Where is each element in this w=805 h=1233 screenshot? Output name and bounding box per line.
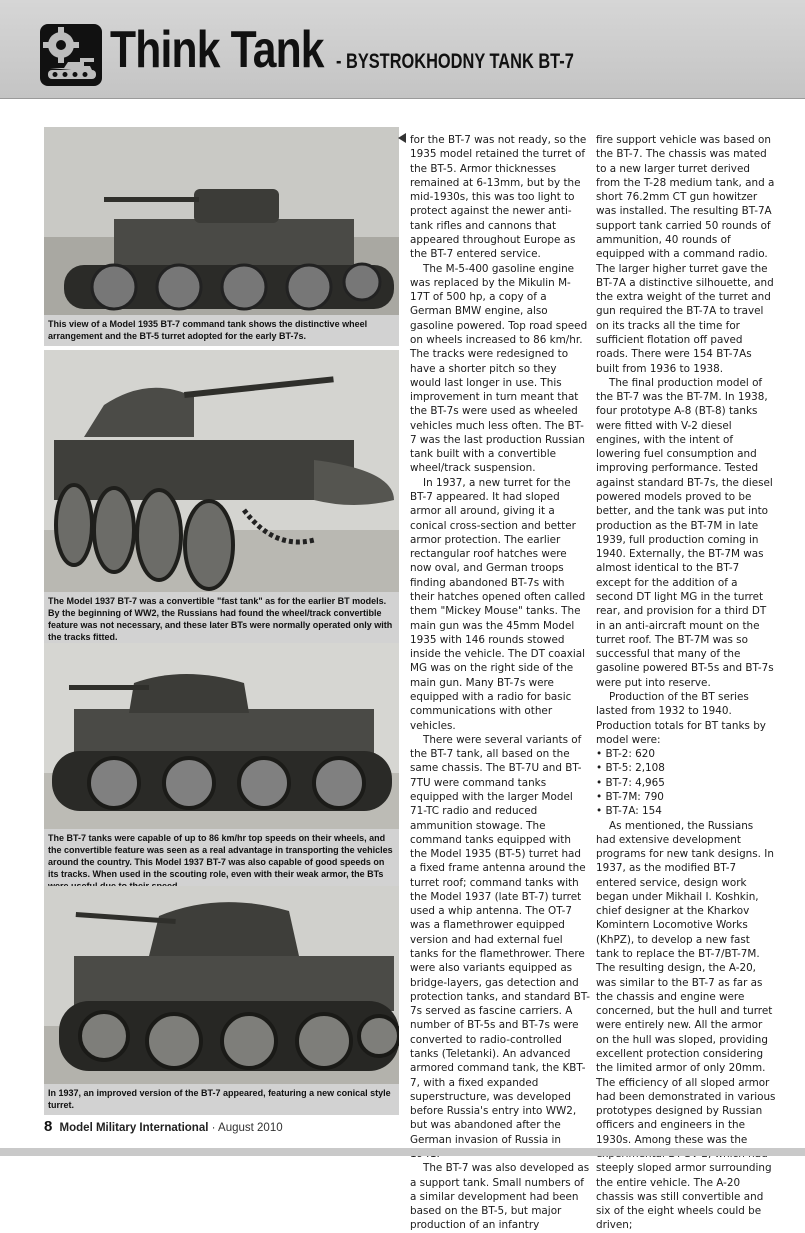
page-subtitle: - BYSTROKHODNY TANK BT-7 [336,50,574,73]
photo-caption-2: The Model 1937 BT-7 was a convertible "fast tank" as for the earlier BT models. By the beginning of WW2, the Russians had found the wheel/track convertible feature was not necessary, and these later BTs were normally operated only with the tracks fitted. [44,592,399,647]
paragraph: Production of the BT series lasted from 1932 to 1940. Production totals for BT tanks by model were: [596,690,766,746]
paragraph: The M-5-400 gasoline engine was replaced by the Mikulin M-17T of 500 hp, a copy of a German BMW engine, also gasoline powered. Top road speed on wheels increased to 86 km/hr. The tracks were redesigned to have a shorter pitch so they would last longer in use. This improvement in turn meant that the BT-7s were used as wheeled vehicles much less often. The BT-7 was the last production Russian tank built with a convertible wheel/track suspension. [410,262,588,475]
magazine-name: Model Military International [59,1122,209,1134]
list-item: • BT-7M: 790 [596,790,776,804]
gear-tank-logo-icon [40,24,102,86]
paragraph: The BT-7 was also developed as a support tank. Small numbers of a similar development had been based on the BT-5, but major production of an infantry [410,1162,590,1232]
page-number: 8 [44,1118,53,1135]
tank-photo-2 [44,350,399,592]
page-header [0,0,805,99]
photo-caption-3: The BT-7 tanks were capable of up to 86 km/hr top speeds on their wheels, and the convertible feature was seen as a real advantage in transporting the vehicles around the country. This Model 1937 BT-7 was also capable of good speeds on its tracks. When used in the scouting role, even with their weak armor, the BTs [44,829,399,896]
bottom-bar [0,1148,805,1156]
paragraph: As mentioned, the Russians had extensive development programs for new tank designs. In 1937, as the modified BT-7 entered service, design work began under Mikhail I. Koshkin, chief designer at the Kharkov Komintern Locomotive Works (KhPZ), to develop a new fast tank to replace the BT-7/BT-7M. The resulting design, the A-20, was similar to the BT-7 as far as the chassis and engine were concerned, but the hull and turret were entirely new. All the armor on the hull was sloped, providing excellent protection considering the limited armor of only 20mm. The efficiency of all sloped armor had been demonstrated in various prototypes designed by Russian officers and engineers in the 1930s. Among these was the steeply sloped armor surrounding the entire vehicle. The A-20 chassis was still convertible and six of the eight wheels could be driven; [596,819,776,1232]
tank-photo-1 [44,127,399,315]
page-footer [44,1118,283,1135]
photo-block-1 [44,127,399,346]
photo-block-2 [44,350,399,647]
photo-block-4 [44,886,399,1115]
text-column-1 [410,133,590,1233]
production-list [596,747,776,818]
list-item: • BT-2: 620 [596,747,776,761]
issue-date: · August 2010 [211,1122,283,1134]
photo-caption-4: In 1937, an improved version of the BT-7 appeared, featuring a new conical style turret. [44,1084,399,1115]
tank-photo-3 [44,643,399,829]
paragraph: for the BT-7 was not ready, so the 1935 model retained the turret of the BT-5. Armor thicknesses remained at 6-13mm, but by the mid-1930s, this was too light to protect against the newer anti-tank rifles and cannons that appeared throughout Europe as the BT-7 entered service. [410,134,587,261]
paragraph: fire support vehicle was based on the BT-7. The chassis was mated to a new larger turret derived from the T-28 medium tank, and a short 76.2mm CT gun howitzer was installed. The resulting BT-7A support tank carried 50 rounds of ammunition, 40 rounds of equipped with a command radio. The larger higher turret gave the BT-7A a distinctive silhouette, and the extra weight of the turret and gun required the BT-7A to travel on its tracks all the time for sufficient flotation off paved roads. There were 154 BT-7As built from 1936 to 1938. [596,134,775,375]
tank-photo-4 [44,886,399,1084]
paragraph: The final production model of the BT-7 was the BT-7M. In 1938, four prototype A-8 (BT-8) tanks were fitted with V-2 diesel engines, with the intent of lowering fuel consumption and improving performance. Tested against standard BT-7s, the diesel powered models proved to be better, and the tank was put into production as the BT-7M in late 1939, full production coming in 1940. Externally, the BT-7M was almost identical to the BT-7 except for the addition of a second DT light MG in the turret rear, and provision for a third DT in an anti-aircraft mount on the turret roof. The BT-7M was so successful that many of the gasoline powered BT-5s and BT-7s were put into reserve. [596,376,774,689]
paragraph: In 1937, a new turret for the BT-7 appeared. It had sloped armor all around, giving it a conical cross-section and better armor protection. The earlier rectangular roof hatches were now oval, and German troops finding abandoned BT-7s with their hatches opened often called them "Mickey Mouse" tanks. The main gun was the 45mm Model 1935 with 146 rounds stowed inside the vehicle. The DT coaxial MG was on the right side of the main gun. Many BT-7s were equipped with a radio for basic communications with other vehicles. [410,476,586,732]
list-item: • BT-5: 2,108 [596,761,776,775]
photo-block-3 [44,643,399,896]
page-title: Think Tank [110,21,324,79]
list-item: • BT-7A: 154 [596,804,776,818]
photo-caption-1: This view of a Model 1935 BT-7 command tank shows the distinctive wheel arrangement and the BT-5 turret adopted for the early BT-7s. [44,315,399,346]
continued-arrow-icon [398,133,406,143]
paragraph: There were several variants of the BT-7 tank, all based on the same chassis. The BT-7U and BT-7TU were command tanks equipped with the larger Model 71-TC radio and reduced ammunition stowage. The command tanks equipped with the Model 1935 (BT-5) turret had a fixed frame antenna around the turret roof; command tanks with the Model 1937 (late BT-7) turret used a whip antenna. The OT-7 was a flamethrower equipped version and had external fuel tanks for the flamethrower. There were also variants equipped as bridge-layers, gas detection and protection tanks, and standard BT-7s served as fascine carriers. A number of BT-5s and BT-7s were converted to radio-controlled tanks (Teletanki). An advanced armored command tank, the KBT-7, with a fixed expanded superstructure, was developed before Russia's entry into WW2, but was abandoned after the German invasion of Russia in [410,733,590,1146]
list-item: • BT-7: 4,965 [596,776,776,790]
text-column-2 [596,133,776,1233]
